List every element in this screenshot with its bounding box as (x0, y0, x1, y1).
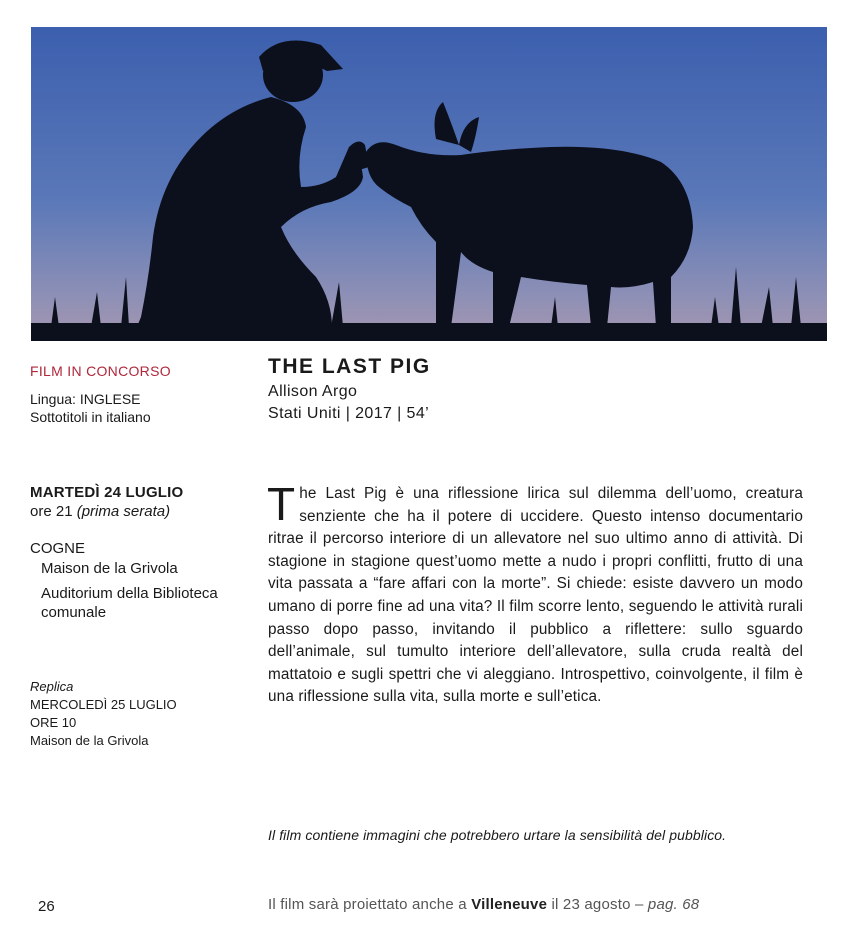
replica-label: Replica (30, 679, 74, 694)
screening-time: ore 21 (30, 503, 73, 520)
screening-day: MARTEDÌ 24 LUGLIO (30, 484, 184, 501)
content-warning: Il film contiene immagini che potrebbero urtare la sensibilità del pubblico. (268, 827, 727, 843)
footer-note-prefix: Il film sarà proiettato anche a (268, 896, 467, 913)
film-still-photo (31, 27, 827, 341)
synopsis-dropcap: T (267, 478, 296, 530)
synopsis-text: he Last Pig è una riflessione lirica sul dilemma dell’uomo, creatura senziente che ha il potere di uccidere. Questo intenso documentario ritrae il percorso interiore di un allevatore nel suo ultimo anno di attività. Di stagione in stagione quest’uomo mette a nudo i propri conflitti, frutto di una vita passata a “fare affari con la morte”. Si chiede: esiste davvero un modo umano di porre fine ad una vita? Il film scorre lento, seguendo le attività rurali passo dopo passo, invitando il pubblico a riflettere: sullo sguardo dell’animale, sul tumulto interiore dell’allevatore, sulla cruda realtà del mattatoio e sugli spettri che vi aleggiano. Introspettivo, coinvolgente, il film è una riflessione sulla vita, sulla morte e sull’etica. (268, 485, 803, 706)
replica-venue: Maison de la Grivola (30, 733, 149, 748)
screening-time-note: (prima serata) (76, 503, 171, 520)
film-title: THE LAST PIG (268, 355, 431, 378)
screening-venue-1: Maison de la Grivola (41, 560, 178, 577)
footer-note-page: pag. 68 (647, 896, 700, 913)
film-category: FILM IN CONCORSO (30, 363, 171, 379)
language-line: Lingua: INGLESE (30, 391, 141, 407)
footer-note-place: Villeneuve (471, 896, 548, 913)
film-synopsis (267, 478, 803, 709)
page-number: 26 (38, 898, 55, 915)
film-director: Allison Argo (268, 383, 358, 400)
replica-time: ORE 10 (30, 715, 77, 730)
screening-venue-2: Auditorium della Biblioteca comunale (41, 585, 218, 621)
footer-note (268, 896, 699, 913)
language-info (30, 390, 245, 426)
film-origin: Stati Uniti | 2017 | 54’ (268, 405, 430, 422)
subtitles-line: Sottotitoli in italiano (30, 409, 151, 425)
screening-town: COGNE (30, 540, 86, 557)
footer-note-date: il 23 agosto – (551, 896, 644, 913)
screening-date (30, 483, 245, 521)
screening-location (30, 539, 245, 622)
replica-day: MERCOLEDÌ 25 LUGLIO (30, 697, 177, 712)
replica-info (30, 678, 245, 750)
screening-time-line (30, 502, 245, 521)
